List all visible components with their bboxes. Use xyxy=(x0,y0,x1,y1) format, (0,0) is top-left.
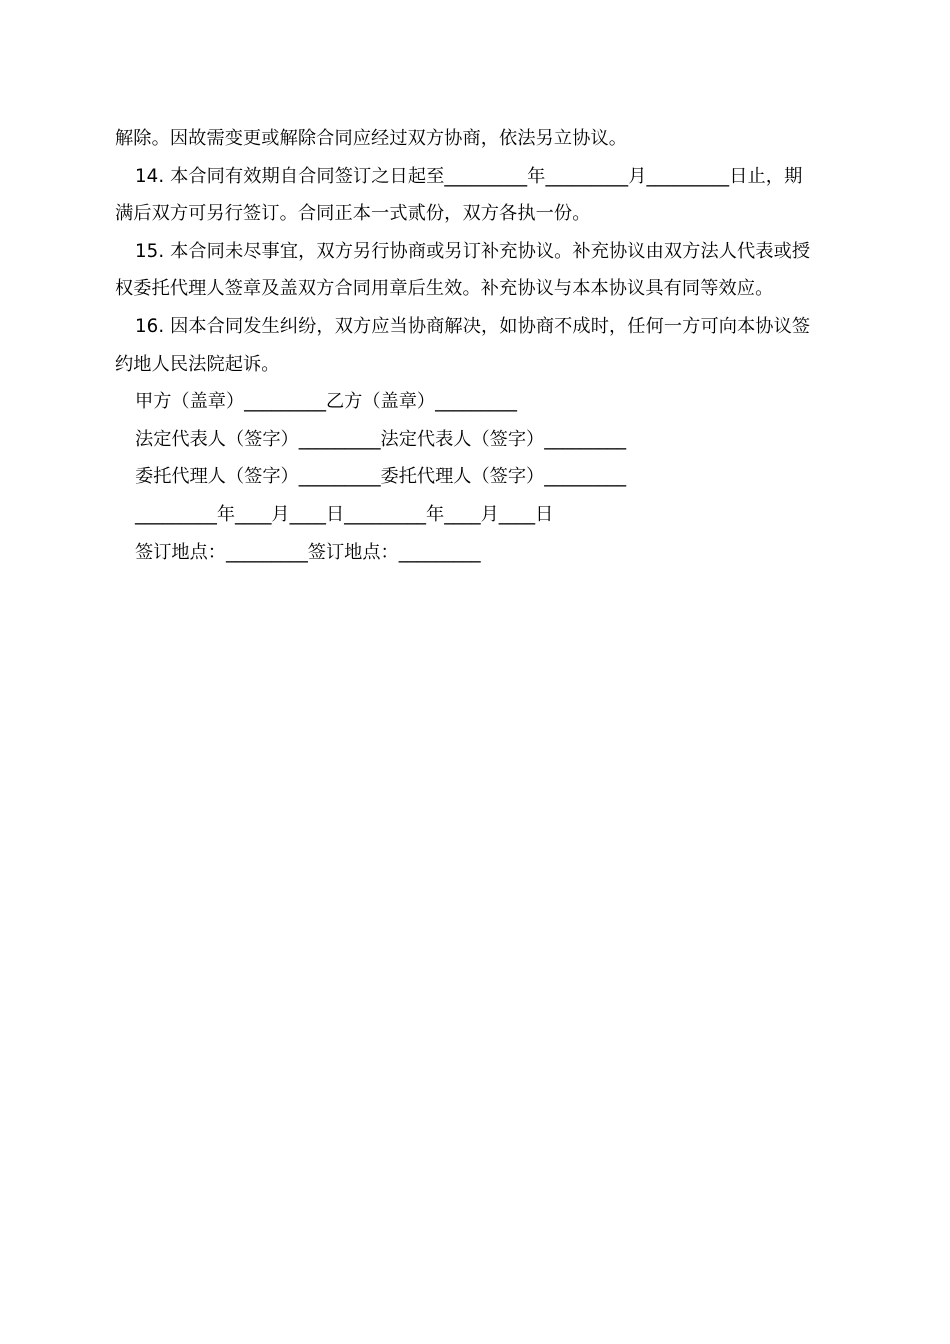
paragraph-15-line-2: 权委托代理人签章及盖双方合同用章后生效。补充协议与本本协议具有同等效应。 xyxy=(115,278,774,300)
signing-date-line: _________年____月____日_________年____月____日 xyxy=(135,503,554,525)
paragraph-14-line-2: 满后双方可另行签订。合同正本一式贰份，双方各执一份。 xyxy=(115,203,591,225)
paragraph-16-line-2: 约地人民法院起诉。 xyxy=(115,353,280,375)
seal-line: 甲方（盖章）_________乙方（盖章）_________ xyxy=(135,391,517,413)
authorized-agent-line: 委托代理人（签字）_________委托代理人（签字）_________ xyxy=(135,466,627,488)
paragraph-16-line-1: 16. 因本合同发生纠纷，双方应当协商解决，如协商不成时，任何一方可向本协议签 xyxy=(135,315,811,337)
contract-body xyxy=(115,120,835,571)
signing-place-line: 签订地点：_________签订地点：_________ xyxy=(135,541,481,563)
legal-representative-line: 法定代表人（签字）_________法定代表人（签字）_________ xyxy=(135,428,627,450)
paragraph-15-line-1: 15. 本合同未尽事宜，双方另行协商或另订补充协议。补充协议由双方法人代表或授 xyxy=(135,240,811,262)
paragraph-13-continuation: 解除。因故需变更或解除合同应经过双方协商，依法另立协议。 xyxy=(115,128,628,149)
paragraph-14-line-1: 14. 本合同有效期自合同签订之日起至_________年_________月_________日止，期 xyxy=(135,165,803,187)
